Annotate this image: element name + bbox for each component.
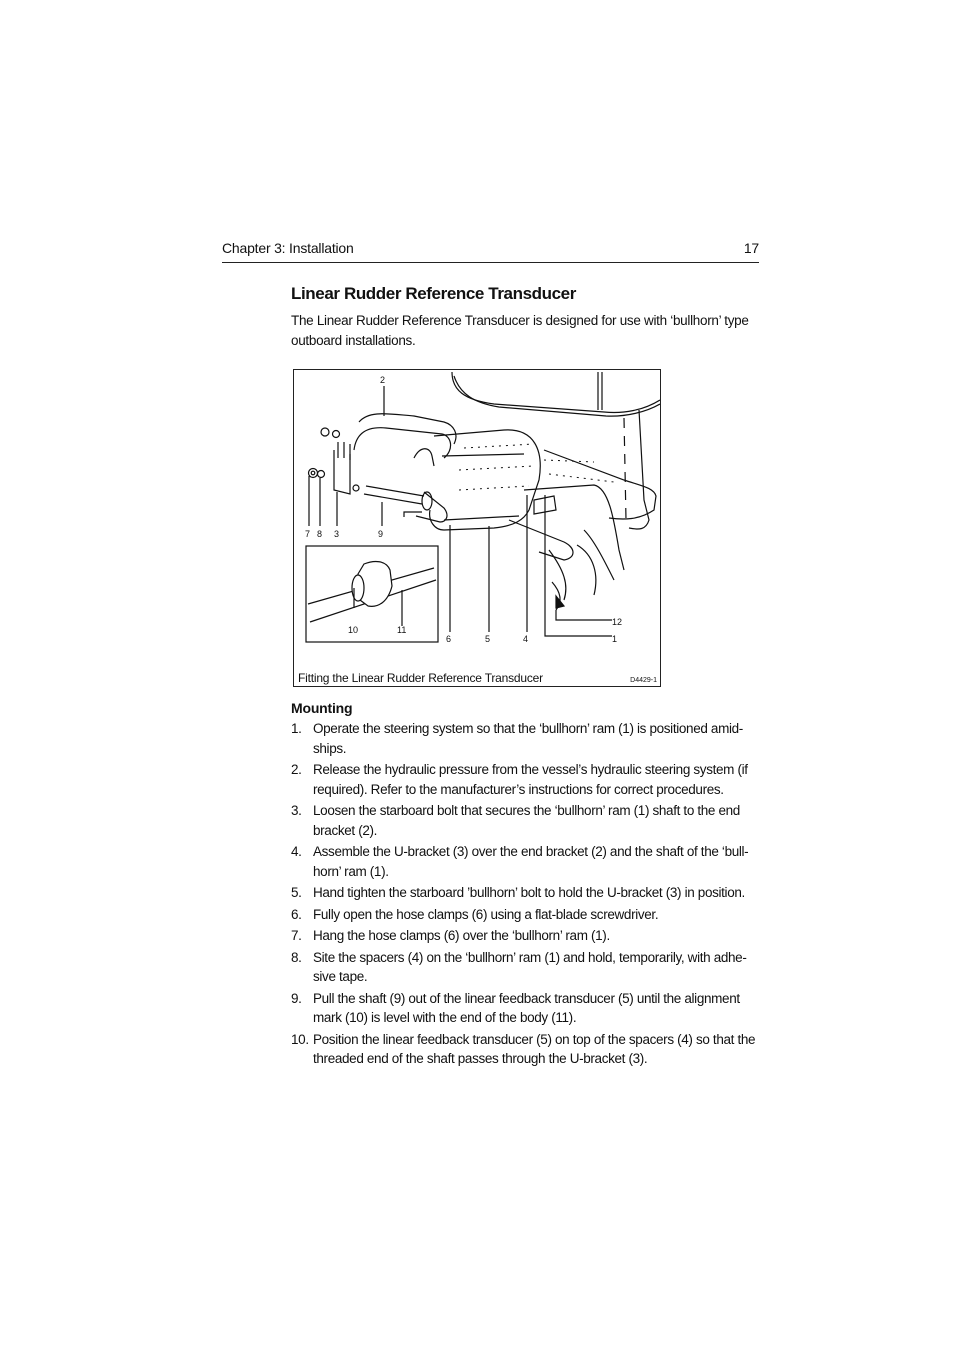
step-text: Hang the hose clamps (6) over the ‘bullhorn’ ram (1).	[313, 928, 610, 943]
step-number: 6.	[291, 906, 302, 922]
callout-7: 7	[305, 529, 311, 539]
installation-figure	[293, 369, 661, 687]
step-text: Release the hydraulic pressure from the vessel’s hydraulic steering system (if required). Refer to the manufacturer’s instructions for correct procedures.	[313, 762, 748, 797]
step-number: 3.	[291, 803, 302, 818]
step-text: Hand tighten the starboard ’bullhorn’ bolt to hold the U-bracket (3) in position.	[313, 885, 745, 900]
callout-1: 1	[612, 634, 618, 644]
page-number: 17	[743, 240, 759, 256]
callout-12: 12	[612, 617, 623, 627]
callout-10: 10	[348, 625, 359, 635]
list-item	[291, 842, 761, 881]
callout-4: 4	[523, 634, 529, 644]
list-item	[291, 1030, 761, 1069]
engine-cowling-edge	[452, 372, 660, 413]
step-text: Position the linear feedback transducer (5) on top of the spacers (4) so that the threaded end of the shaft passes through the U-bracket (3).	[313, 1031, 756, 1066]
end-bracket	[359, 414, 456, 444]
step-text: Site the spacers (4) on the ‘bullhorn’ ram (1) and hold, temporarily, with adhe-sive tape.	[313, 949, 747, 984]
list-item	[291, 926, 761, 946]
step-number: 10.	[291, 1031, 309, 1047]
step-number: 5.	[291, 885, 302, 900]
step-text: Pull the shaft (9) out of the linear feedback transducer (5) until the alignment mark (10) is level with the end of the body (11).	[313, 990, 740, 1025]
list-item	[291, 801, 761, 840]
step-text: Loosen the starboard bolt that secures the ‘bullhorn’ ram (1) shaft to the end bracket (2).	[313, 803, 740, 838]
mounting-heading: Mounting	[291, 700, 353, 716]
step-text: Fully open the hose clamps (6) using a flat-blade screwdriver.	[313, 906, 659, 922]
callout-6: 6	[446, 634, 452, 644]
step-number: 1.	[291, 721, 302, 736]
figure-caption: Fitting the Linear Rudder Reference Transducer	[298, 671, 543, 685]
mounting-steps	[291, 719, 761, 1071]
section-title: Linear Rudder Reference Transducer	[291, 284, 576, 303]
callout-3: 3	[334, 529, 340, 539]
intro-paragraph: The Linear Rudder Reference Transducer is designed for use with ‘bullhorn’ type outboard installations.	[291, 313, 749, 348]
list-item	[291, 905, 761, 925]
step-number: 9.	[291, 990, 302, 1006]
chapter-title: Chapter 3: Installation	[222, 240, 354, 256]
transducer-illustration	[294, 370, 660, 686]
list-item	[291, 760, 761, 799]
step-number: 8.	[291, 949, 302, 965]
callout-2: 2	[380, 375, 386, 385]
callout-8: 8	[317, 529, 323, 539]
list-item	[291, 883, 761, 903]
callout-5: 5	[485, 634, 491, 644]
list-item	[291, 719, 761, 758]
callout-11: 11	[397, 625, 407, 635]
page-header	[222, 240, 759, 263]
step-text: Operate the steering system so that the ‘bullhorn’ ram (1) is positioned amid-ships.	[313, 721, 743, 756]
callout-9: 9	[378, 529, 384, 539]
list-item	[291, 989, 761, 1028]
step-number: 7.	[291, 928, 302, 943]
step-number: 2.	[291, 762, 302, 777]
step-number: 4.	[291, 844, 302, 859]
figure-code: D4429-1	[630, 677, 657, 684]
step-text: Assemble the U-bracket (3) over the end bracket (2) and the shaft of the ‘bull-horn’ ram (1).	[313, 844, 749, 879]
list-item	[291, 948, 761, 987]
